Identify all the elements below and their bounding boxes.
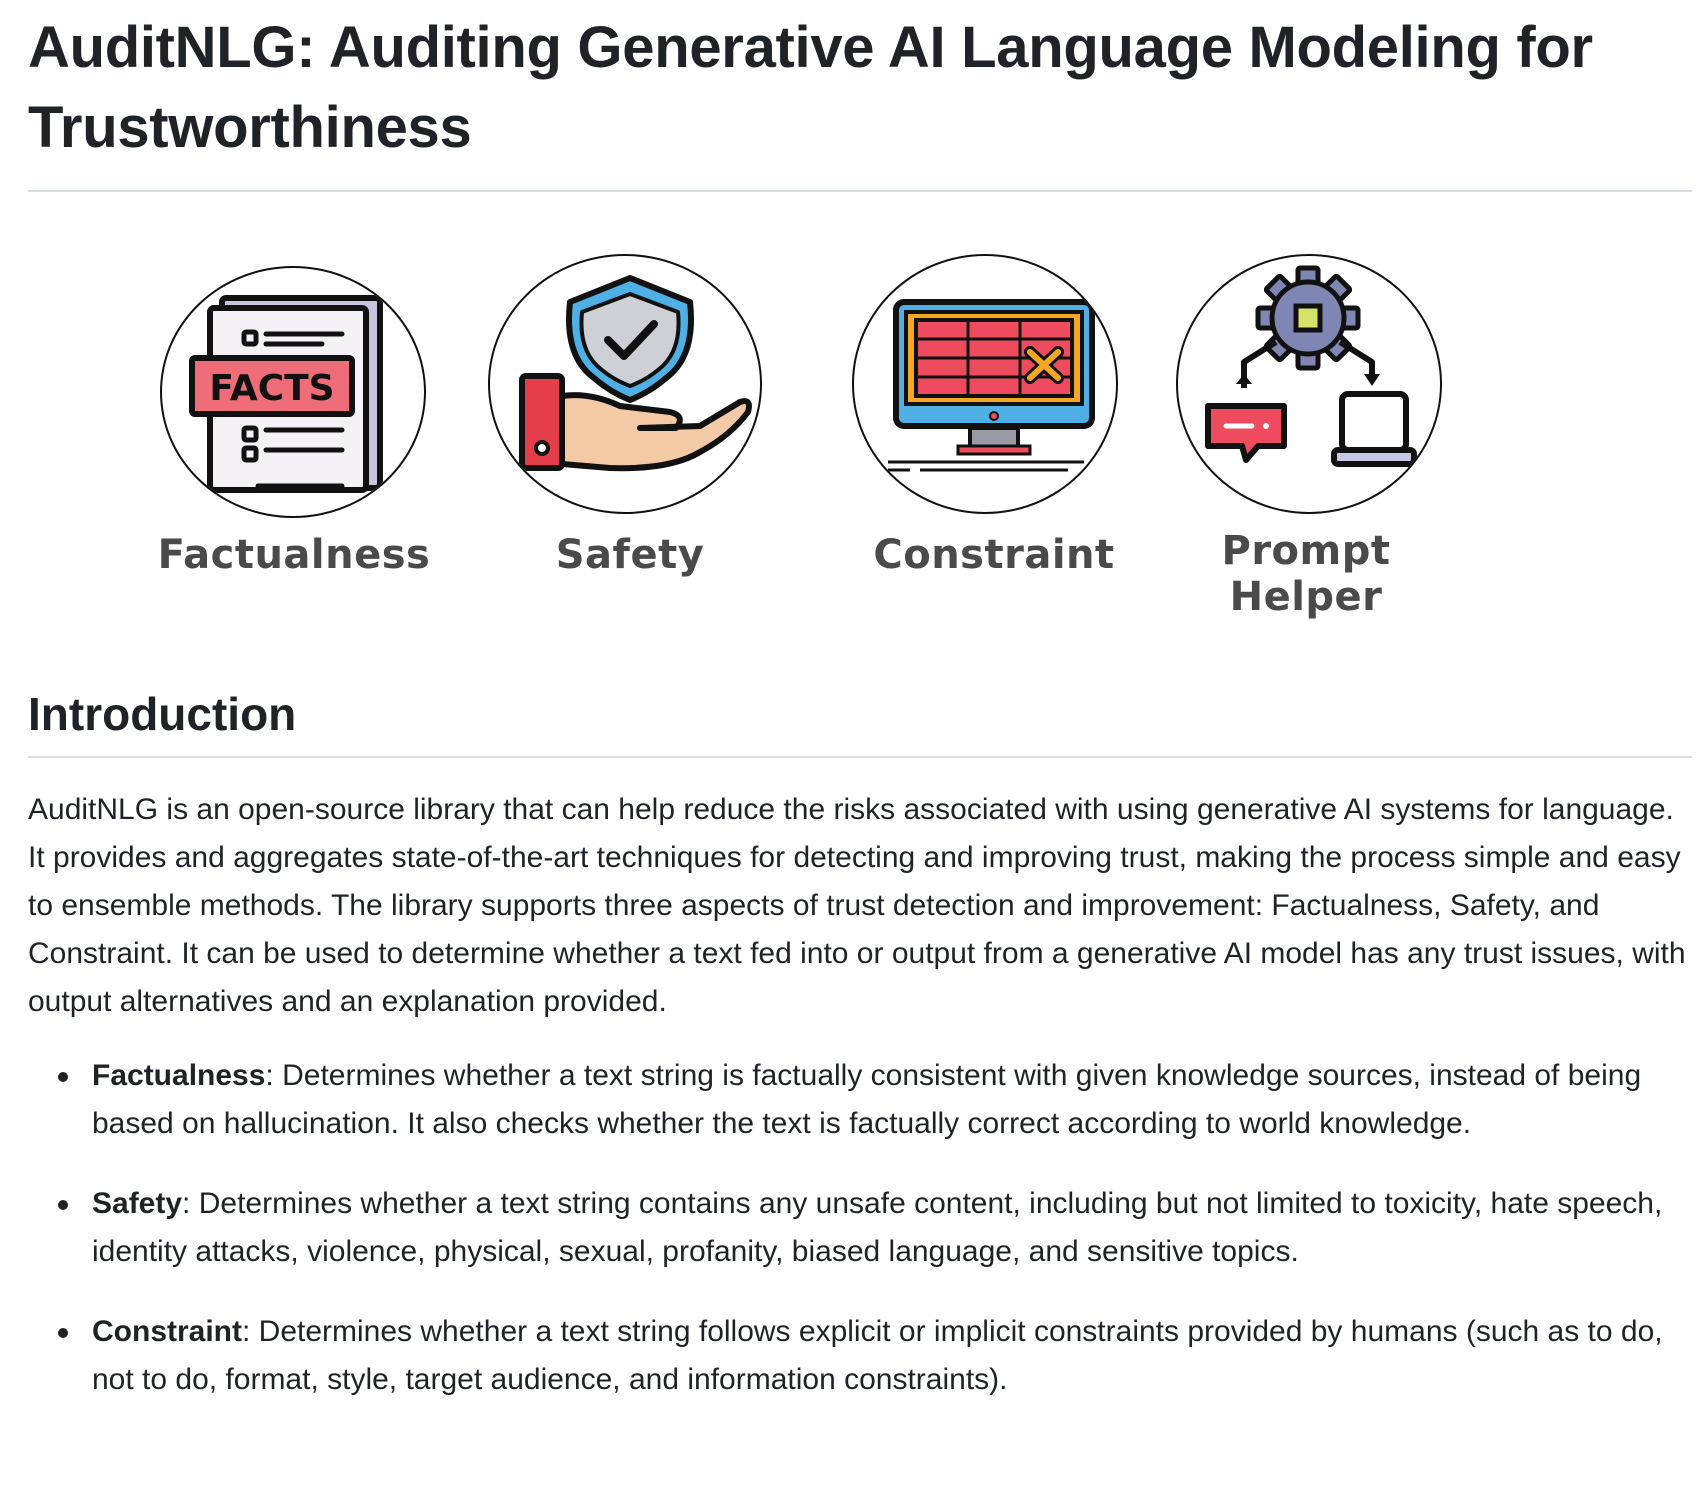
- list-item-term: Safety: [92, 1187, 183, 1220]
- list-item-text: : Determines whether a text string follows explicit or implicit constraints provided by humans (such as to do, not to do, format, style, target audience, and information constraints).: [92, 1315, 1663, 1396]
- bullet-dot: [58, 1072, 68, 1082]
- list-item-text: : Determines whether a text string contains any unsafe content, including but not limited to toxicity, hate speech, identity attacks, violence, physical, sexual, profanity, biased language, and sensitive topics.: [92, 1187, 1663, 1268]
- gear-flow-icon: [1176, 254, 1442, 514]
- monitor-grid-icon: [852, 254, 1118, 514]
- list-item-term: Factualness: [92, 1059, 266, 1092]
- feature-prompt-helper: [1156, 192, 1456, 684]
- list-item: [92, 1308, 1692, 1404]
- feature-label: Constraint: [873, 532, 1115, 578]
- feature-factualness: [144, 192, 444, 684]
- bullet-dot: [58, 1328, 68, 1338]
- facts-document-icon: [160, 266, 426, 518]
- introduction-divider: [28, 756, 1692, 758]
- feature-safety: [480, 192, 780, 684]
- introduction-heading: Introduction: [28, 688, 297, 740]
- list-item: [92, 1180, 1692, 1276]
- shield-hand-icon: [488, 254, 762, 514]
- aspect-list: [28, 1052, 1692, 1404]
- facts-badge-text: FACTS: [209, 368, 335, 409]
- feature-icons-row: [28, 192, 1692, 684]
- feature-label: Prompt Helper: [1221, 528, 1391, 620]
- introduction-paragraph: AuditNLG is an open-source library that can help reduce the risks associated with using generative AI systems for language. It provides and aggregates state-of-the-art techniques for detecting and improving trust, making the process simple and easy to ensemble methods. The library supports three aspects of trust detection and improvement: Factualness, Safety, and Constraint. It can be used to determine whether a text fed into or output from a generative AI model has any trust issues, with output alternatives and an explanation provided.: [28, 793, 1686, 1018]
- list-item-text: : Determines whether a text string is factually consistent with given knowledge sources, instead of being based on hallucination. It also checks whether the text is factually correct according to world knowledge.: [92, 1059, 1642, 1140]
- readme-page: [28, 0, 1692, 1436]
- list-item-term: Constraint: [92, 1315, 242, 1348]
- bullet-dot: [58, 1200, 68, 1210]
- page-title: AuditNLG: Auditing Generative AI Language Modeling for Trustworthiness: [28, 15, 1593, 160]
- list-item: [92, 1052, 1692, 1148]
- feature-constraint: [844, 192, 1144, 684]
- feature-label: Factualness: [157, 532, 431, 578]
- feature-label: Safety: [555, 532, 705, 578]
